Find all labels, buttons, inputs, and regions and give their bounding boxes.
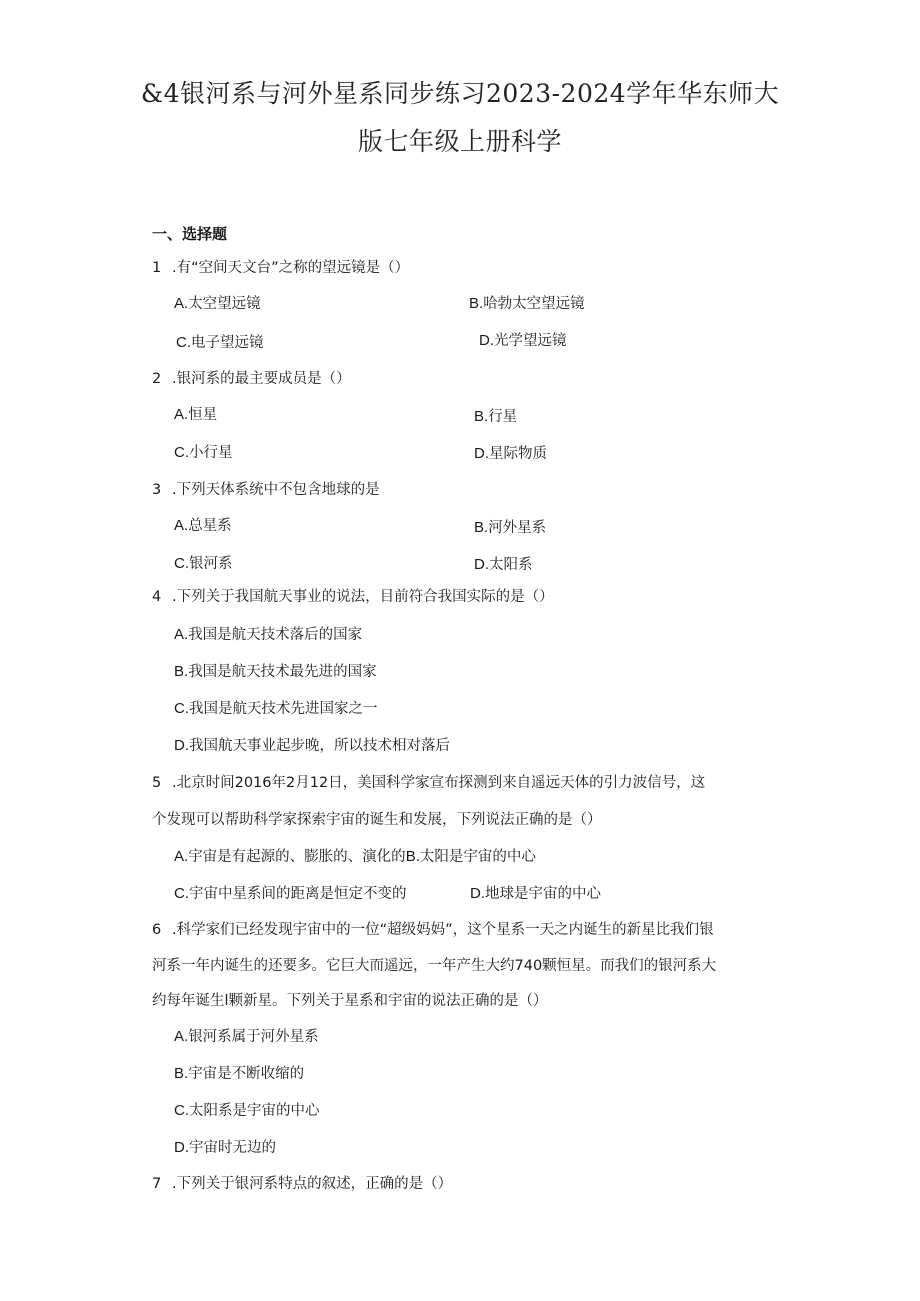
- question-text: .有“空间天文台”之称的望远镜是（）: [172, 260, 410, 276]
- option-a: A.宇宙是有起源的、膨胀的、演化的B.太阳是宇宙的中心: [174, 848, 536, 865]
- question-number: 7: [152, 1176, 162, 1192]
- option-c: C.银河系: [174, 555, 233, 572]
- question-text: .下列天体系统中不包含地球的是: [172, 482, 380, 498]
- option-d: D.星际物质: [474, 445, 547, 462]
- option-d: D.我国航天事业起步晚，所以技术相对落后: [174, 737, 450, 754]
- question-number: 5: [152, 775, 162, 791]
- question-text: .科学家们已经发现宇宙中的一位“超级妈妈”，这个星系一天之内诞生的新星比我们银: [172, 922, 714, 938]
- question-number: 4: [152, 589, 162, 605]
- option-d: D.地球是宇宙的中心: [470, 885, 601, 902]
- option-c: C.电子望远镜: [176, 334, 264, 351]
- option-b: B.我国是航天技术最先进的国家: [174, 663, 377, 680]
- option-c: C.我国是航天技术先进国家之一: [174, 700, 378, 717]
- option-b: B.宇宙是不断收缩的: [174, 1065, 305, 1082]
- option-c: C.宇宙中星系间的距离是恒定不变的: [174, 885, 407, 902]
- option-a: A.银河系属于河外星系: [174, 1028, 319, 1045]
- question-3: [152, 478, 380, 499]
- option-a: A.总星系: [174, 517, 232, 534]
- question-text: .下列关于银河系特点的叙述，正确的是（）: [172, 1176, 453, 1192]
- option-b: B.哈勃太空望远镜: [469, 295, 585, 312]
- document-title-line-2: 版七年级上册科学: [357, 127, 562, 156]
- question-text-continuation: 约每年诞生l颗新星。下列关于星系和宇宙的说法正确的是（）: [152, 993, 548, 1009]
- option-d: D.光学望远镜: [479, 332, 567, 349]
- option-d: D.太阳系: [474, 556, 533, 573]
- question-text: .下列关于我国航天事业的说法，目前符合我国实际的是（）: [172, 589, 554, 605]
- question-number: 2: [152, 371, 162, 387]
- option-c: C.太阳系是宇宙的中心: [174, 1102, 320, 1119]
- question-text: .北京时间2016年2月12日，美国科学家宣布探测到来自遥远天体的引力波信号，这: [172, 775, 706, 791]
- option-a: A.太空望远镜: [174, 295, 261, 312]
- question-number: 1: [152, 260, 162, 276]
- section-heading: 一、选择题: [152, 225, 228, 243]
- question-number: 3: [152, 482, 162, 498]
- option-a: A.恒星: [174, 406, 218, 423]
- question-text-continuation: 河系一年内诞生的还要多。它巨大而遥远，一年产生大约740颗恒星。而我们的银河系大: [152, 958, 717, 974]
- option-d: D.宇宙时无边的: [174, 1139, 276, 1156]
- option-b: B.行星: [474, 408, 518, 425]
- question-4: [152, 585, 554, 606]
- question-text: .银河系的最主要成员是（）: [172, 371, 351, 387]
- question-6: [152, 918, 714, 939]
- option-a: A.我国是航天技术落后的国家: [174, 626, 363, 643]
- option-b: B.河外星系: [474, 519, 547, 536]
- option-c: C.小行星: [174, 444, 233, 461]
- question-text-continuation: 个发现可以帮助科学家探索宇宙的诞生和发展，下列说法正确的是（）: [152, 812, 602, 828]
- question-number: 6: [152, 922, 162, 938]
- question-5: [152, 771, 705, 792]
- document-title-line-1: &4银河系与河外星系同步练习2023-2024学年华东师大: [140, 79, 780, 108]
- question-1: [152, 256, 409, 277]
- question-7: [152, 1172, 452, 1193]
- question-2: [152, 367, 351, 388]
